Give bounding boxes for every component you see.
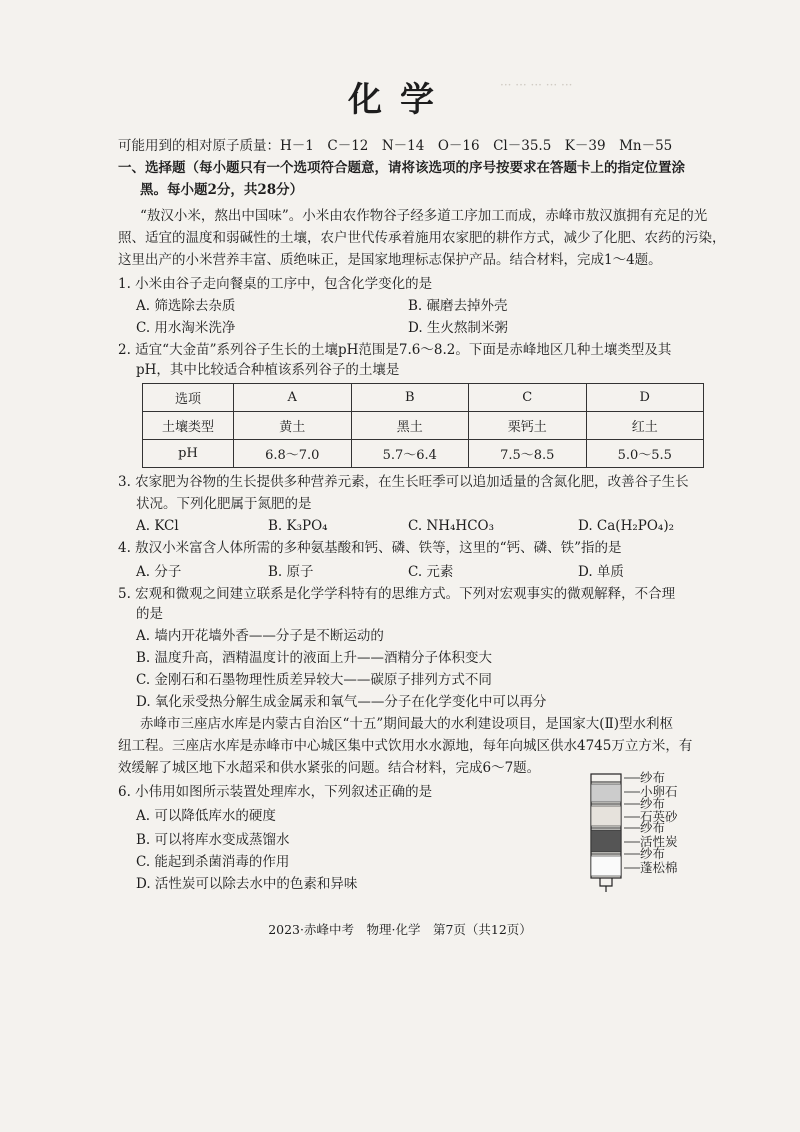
table-cell: 红土 <box>586 412 704 440</box>
section-heading-cont: 黑。每小题2分，共28分） <box>140 182 304 198</box>
table-cell: 7.5～8.5 <box>469 440 587 468</box>
filter-label: 纱布 <box>640 796 666 811</box>
atomic-masses: 可能用到的相对原子质量：H－1 C－12 N－14 O－16 Cl－35.5 K－39 Mn－55 <box>118 138 673 154</box>
passage1-line3: 这里出产的小米营养丰富、质绝味正，是国家地理标志保护产品。结合材料，完成1～4题。 <box>118 252 662 268</box>
q6-stem: 6. 小伟用如图所示装置处理库水，下列叙述正确的是 <box>118 784 433 800</box>
q1-stem: 1. 小米由谷子走向餐桌的工序中，包含化学变化的是 <box>118 276 433 292</box>
q3-option-d: D. Ca(H₂PO₄)₂ <box>578 518 674 534</box>
table-row <box>143 384 704 412</box>
q4-stem: 4. 敖汉小米富含人体所需的多种氨基酸和钙、磷、铁等，这里的“钙、磷、铁”指的是 <box>118 540 622 556</box>
table-cell: A <box>234 384 352 412</box>
table-row <box>143 412 704 440</box>
passage1-line2: 照、适宜的温度和弱碱性的土壤，农户世代传承着施用农家肥的耕作方式，减少了化肥、农药的污染， <box>118 230 726 246</box>
q5-option-b: B. 温度升高，酒精温度计的液面上升——酒精分子体积变大 <box>136 650 493 666</box>
q5-option-c: C. 金刚石和石墨物理性质差异较大——碳原子排列方式不同 <box>136 672 492 688</box>
filter-label: 活性炭 <box>640 834 678 849</box>
passage2-line2: 纽工程。三座店水库是赤峰市中心城区集中式饮用水水源地，每年向城区供水4745万立方米，有 <box>118 738 693 754</box>
water-filter-diagram <box>588 772 624 892</box>
filter-leader-lines <box>624 772 640 892</box>
filter-label: 石英砂 <box>640 809 678 824</box>
q3-stem-line2: 状况。下列化肥属于氮肥的是 <box>136 496 312 512</box>
filter-label: 纱布 <box>640 846 666 861</box>
q5-option-d: D. 氧化汞受热分解生成金属汞和氧气——分子在化学变化中可以再分 <box>136 694 547 710</box>
q2-stem-line1: 2. 适宜“大金苗”系列谷子生长的土壤pH范围是7.6～8.2。下面是赤峰地区几种土壤类型及其 <box>118 342 672 358</box>
table-row <box>143 440 704 468</box>
table-header-cell: 选项 <box>143 384 234 412</box>
table-cell: 6.8～7.0 <box>234 440 352 468</box>
q1-option-d: D. 生火熬制米粥 <box>408 320 508 336</box>
table-cell: 黄土 <box>234 412 352 440</box>
q4-option-a: A. 分子 <box>136 564 182 580</box>
filter-label: 蓬松棉 <box>640 860 678 875</box>
q5-stem-line2: 的是 <box>136 606 163 622</box>
table-cell: 5.7～6.4 <box>351 440 469 468</box>
q1-option-c: C. 用水淘米洗净 <box>136 320 236 336</box>
passage2-line1: 赤峰市三座店水库是内蒙古自治区“十五”期间最大的水利建设项目，是国家大(Ⅱ)型水利枢 <box>140 716 674 732</box>
passage1-line1: “敖汉小米，熬出中国味”。小米由农作物谷子经多道工序加工而成，赤峰市敖汉旗拥有充足的光 <box>140 208 708 224</box>
table-cell: B <box>351 384 469 412</box>
q3-option-b: B. K₃PO₄ <box>268 518 328 534</box>
q6-option-a: A. 可以降低库水的硬度 <box>136 808 276 824</box>
table-header-cell: 土壤类型 <box>143 412 234 440</box>
section-heading: 一、选择题（每小题只有一个选项符合题意，请将该选项的序号按要求在答题卡上的指定位置涂 <box>118 160 685 176</box>
q4-option-b: B. 原子 <box>268 564 314 580</box>
bleed-through-text: ··· ··· ··· ··· ··· <box>500 78 573 92</box>
q5-option-a: A. 墙内开花墙外香——分子是不断运动的 <box>136 628 384 644</box>
q6-option-c: C. 能起到杀菌消毒的作用 <box>136 854 290 870</box>
q2-stem-line2: pH，其中比较适合种植该系列谷子的土壤是 <box>136 362 400 378</box>
table-cell: C <box>469 384 587 412</box>
q1-option-a: A. 筛选除去杂质 <box>136 298 236 314</box>
q1-option-b: B. 碾磨去掉外壳 <box>408 298 508 314</box>
q4-option-c: C. 元素 <box>408 564 454 580</box>
page-title: 化学 <box>348 80 452 120</box>
q3-option-a: A. KCl <box>136 518 179 534</box>
table-cell: 5.0～5.5 <box>586 440 704 468</box>
filter-label: 纱布 <box>640 770 666 785</box>
q6-option-b: B. 可以将库水变成蒸馏水 <box>136 832 290 848</box>
table-header-cell: pH <box>143 440 234 468</box>
page-footer: 2023·赤峰中考 物理·化学 第7页（共12页） <box>268 922 532 937</box>
q4-option-d: D. 单质 <box>578 564 624 580</box>
q6-option-d: D. 活性炭可以除去水中的色素和异味 <box>136 876 358 892</box>
soil-ph-table <box>142 383 704 468</box>
passage2-line3: 效缓解了城区地下水超采和供水紧张的问题。结合材料，完成6～7题。 <box>118 760 541 776</box>
table-cell: D <box>586 384 704 412</box>
filter-label: 纱布 <box>640 820 666 835</box>
table-cell: 黑土 <box>351 412 469 440</box>
q3-option-c: C. NH₄HCO₃ <box>408 518 495 534</box>
filter-label: 小卵石 <box>640 784 678 799</box>
table-cell: 栗钙土 <box>469 412 587 440</box>
q3-stem-line1: 3. 农家肥为谷物的生长提供多种营养元素，在生长旺季可以追加适量的含氮化肥，改善谷子生长 <box>118 474 689 490</box>
q5-stem-line1: 5. 宏观和微观之间建立联系是化学学科特有的思维方式。下列对宏观事实的微观解释，不合理 <box>118 586 676 602</box>
